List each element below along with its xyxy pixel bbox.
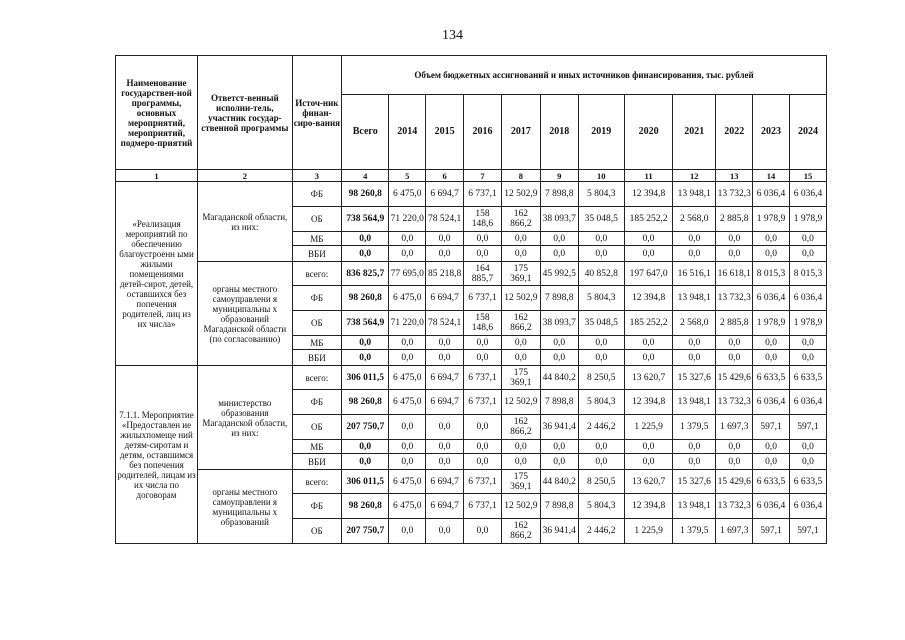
year-value-cell: 0,0	[426, 350, 464, 366]
year-value-cell: 6 737,1	[464, 470, 502, 494]
year-value-cell: 6 475,0	[389, 366, 426, 390]
year-header: 2020	[624, 95, 672, 170]
year-value-cell: 6 036,4	[753, 494, 790, 519]
year-header: 2014	[389, 95, 426, 170]
year-value-cell: 0,0	[540, 350, 578, 366]
year-value-cell: 13 948,1	[673, 286, 716, 311]
year-value-cell: 6 475,0	[389, 494, 426, 519]
year-value-cell: 597,1	[753, 415, 790, 440]
year-value-cell: 0,0	[426, 519, 464, 544]
year-value-cell: 40 852,8	[578, 262, 624, 286]
column-number-cell: 14	[753, 170, 790, 182]
year-value-cell: 0,0	[501, 246, 540, 262]
year-value-cell: 6 694,7	[426, 182, 464, 207]
year-value-cell: 0,0	[716, 440, 753, 454]
year-value-cell: 0,0	[789, 336, 826, 350]
total-value-cell: 98 260,8	[342, 182, 389, 207]
year-value-cell: 0,0	[578, 336, 624, 350]
year-value-cell: 5 804,3	[578, 494, 624, 519]
year-value-cell: 6 036,4	[753, 182, 790, 207]
year-value-cell: 36 941,4	[540, 415, 578, 440]
year-value-cell: 2 446,2	[578, 415, 624, 440]
source-cell: МБ	[292, 336, 341, 350]
table-row	[116, 262, 827, 286]
column-number-cell: 12	[673, 170, 716, 182]
year-value-cell: 6 036,4	[789, 286, 826, 311]
year-value-cell: 0,0	[501, 336, 540, 350]
year-value-cell: 71 220,0	[389, 311, 426, 336]
year-value-cell: 0,0	[464, 415, 502, 440]
year-value-cell: 12 394,8	[624, 182, 672, 207]
year-value-cell: 12 502,9	[501, 390, 540, 415]
source-cell: ФБ	[292, 494, 341, 519]
responsible-cell: министерство образования Магаданской области, из них:	[198, 366, 293, 470]
year-value-cell: 0,0	[753, 232, 790, 246]
year-value-cell: 12 502,9	[501, 286, 540, 311]
year-value-cell: 6 036,4	[789, 182, 826, 207]
year-value-cell: 44 840,2	[540, 366, 578, 390]
year-value-cell: 7 898,8	[540, 390, 578, 415]
column-number-cell: 8	[501, 170, 540, 182]
year-value-cell: 12 394,8	[624, 390, 672, 415]
year-value-cell: 1 978,9	[789, 207, 826, 232]
responsible-cell: органы местного самоуправлени я муниципальны х образований	[198, 470, 293, 544]
table-row	[116, 470, 827, 494]
year-value-cell: 175 369,1	[501, 366, 540, 390]
source-cell: ВБИ	[292, 246, 341, 262]
source-cell: всего:	[292, 262, 341, 286]
column-number-row	[116, 170, 827, 182]
year-value-cell: 13 948,1	[673, 390, 716, 415]
year-value-cell: 1 697,3	[716, 519, 753, 544]
year-value-cell: 1 379,5	[673, 519, 716, 544]
year-value-cell: 0,0	[673, 350, 716, 366]
year-value-cell: 13 620,7	[624, 470, 672, 494]
year-value-cell: 7 898,8	[540, 494, 578, 519]
year-value-cell: 0,0	[389, 246, 426, 262]
responsible-column-header: Ответст-венный исполни-тель, участник государ-ственной программы	[198, 56, 293, 170]
source-cell: ФБ	[292, 390, 341, 415]
year-value-cell: 85 218,8	[426, 262, 464, 286]
year-value-cell: 44 840,2	[540, 470, 578, 494]
year-value-cell: 0,0	[624, 246, 672, 262]
total-column-header: Всего	[342, 95, 389, 170]
year-value-cell: 15 327,6	[673, 366, 716, 390]
year-value-cell: 158 148,6	[464, 207, 502, 232]
year-value-cell: 162 866,2	[501, 311, 540, 336]
year-header: 2021	[673, 95, 716, 170]
year-value-cell: 12 394,8	[624, 494, 672, 519]
source-cell: ФБ	[292, 182, 341, 207]
year-value-cell: 185 252,2	[624, 207, 672, 232]
year-value-cell: 0,0	[540, 232, 578, 246]
year-value-cell: 45 992,5	[540, 262, 578, 286]
source-cell: ФБ	[292, 286, 341, 311]
source-cell: ВБИ	[292, 454, 341, 470]
year-value-cell: 12 394,8	[624, 286, 672, 311]
year-value-cell: 77 695,0	[389, 262, 426, 286]
year-value-cell: 0,0	[464, 519, 502, 544]
year-value-cell: 0,0	[789, 246, 826, 262]
year-value-cell: 0,0	[673, 246, 716, 262]
year-value-cell: 15 429,6	[716, 366, 753, 390]
total-value-cell: 738 564,9	[342, 207, 389, 232]
year-value-cell: 1 379,5	[673, 415, 716, 440]
year-value-cell: 13 732,3	[716, 182, 753, 207]
year-value-cell: 0,0	[753, 336, 790, 350]
total-value-cell: 0,0	[342, 336, 389, 350]
column-number-cell: 15	[789, 170, 826, 182]
year-value-cell: 197 647,0	[624, 262, 672, 286]
year-value-cell: 0,0	[578, 454, 624, 470]
year-value-cell: 8 250,5	[578, 366, 624, 390]
year-value-cell: 0,0	[426, 415, 464, 440]
year-value-cell: 158 148,6	[464, 311, 502, 336]
year-value-cell: 38 093,7	[540, 207, 578, 232]
year-value-cell: 0,0	[578, 440, 624, 454]
year-value-cell: 0,0	[578, 246, 624, 262]
year-value-cell: 0,0	[716, 232, 753, 246]
year-value-cell: 0,0	[673, 440, 716, 454]
total-value-cell: 306 011,5	[342, 470, 389, 494]
total-value-cell: 0,0	[342, 232, 389, 246]
page-number: 134	[442, 28, 463, 43]
year-value-cell: 0,0	[540, 454, 578, 470]
year-value-cell: 0,0	[464, 336, 502, 350]
total-value-cell: 738 564,9	[342, 311, 389, 336]
year-value-cell: 12 502,9	[501, 182, 540, 207]
year-value-cell: 0,0	[624, 454, 672, 470]
year-value-cell: 6 694,7	[426, 286, 464, 311]
year-value-cell: 6 036,4	[789, 494, 826, 519]
year-value-cell: 6 737,1	[464, 286, 502, 311]
year-value-cell: 13 948,1	[673, 182, 716, 207]
column-number-cell: 1	[116, 170, 198, 182]
volume-column-header: Объем бюджетных ассигнований и иных источников финансирования, тыс. рублей	[342, 56, 827, 95]
total-value-cell: 207 750,7	[342, 519, 389, 544]
year-value-cell: 0,0	[426, 454, 464, 470]
source-cell: всего:	[292, 470, 341, 494]
column-number-cell: 3	[292, 170, 341, 182]
year-value-cell: 2 885,8	[716, 311, 753, 336]
year-value-cell: 38 093,7	[540, 311, 578, 336]
year-value-cell: 0,0	[389, 415, 426, 440]
year-value-cell: 597,1	[753, 519, 790, 544]
column-number-cell: 2	[198, 170, 293, 182]
year-value-cell: 5 804,3	[578, 286, 624, 311]
year-value-cell: 597,1	[789, 415, 826, 440]
year-header: 2016	[464, 95, 502, 170]
year-value-cell: 36 941,4	[540, 519, 578, 544]
year-value-cell: 0,0	[464, 232, 502, 246]
column-number-cell: 11	[624, 170, 672, 182]
year-value-cell: 0,0	[426, 336, 464, 350]
source-cell: ОБ	[292, 207, 341, 232]
year-value-cell: 0,0	[753, 350, 790, 366]
column-number-cell: 6	[426, 170, 464, 182]
year-header: 2023	[753, 95, 790, 170]
year-value-cell: 1 978,9	[753, 311, 790, 336]
source-cell: всего:	[292, 366, 341, 390]
total-value-cell: 0,0	[342, 440, 389, 454]
year-value-cell: 0,0	[753, 440, 790, 454]
year-value-cell: 0,0	[501, 454, 540, 470]
total-value-cell: 0,0	[342, 454, 389, 470]
year-value-cell: 0,0	[789, 440, 826, 454]
year-value-cell: 6 737,1	[464, 366, 502, 390]
year-value-cell: 0,0	[578, 232, 624, 246]
year-value-cell: 8 250,5	[578, 470, 624, 494]
total-value-cell: 98 260,8	[342, 390, 389, 415]
total-value-cell: 836 825,7	[342, 262, 389, 286]
program-name-cell: 7.1.1. Мероприятие «Предоставлен ие жилыхпомеще ний детям-сиротам и детям, оставшимся без попечения родителей, лицам из их числа по договорам	[116, 366, 198, 544]
year-value-cell: 0,0	[540, 440, 578, 454]
responsible-cell: органы местного самоуправлени я муниципальны х образований Магаданской области (по согласованию)	[198, 262, 293, 366]
year-value-cell: 5 804,3	[578, 182, 624, 207]
year-value-cell: 185 252,2	[624, 311, 672, 336]
year-value-cell: 16 516,1	[673, 262, 716, 286]
year-value-cell: 0,0	[501, 232, 540, 246]
year-value-cell: 1 978,9	[753, 207, 790, 232]
year-value-cell: 6 694,7	[426, 390, 464, 415]
header-row	[116, 56, 827, 95]
source-cell: МБ	[292, 440, 341, 454]
year-value-cell: 6 737,1	[464, 182, 502, 207]
year-header: 2024	[789, 95, 826, 170]
total-value-cell: 0,0	[342, 350, 389, 366]
year-value-cell: 0,0	[716, 246, 753, 262]
source-column-header: Источ-ник финан-сиро-вания	[292, 56, 341, 170]
year-value-cell: 78 524,1	[426, 311, 464, 336]
year-value-cell: 0,0	[389, 454, 426, 470]
year-value-cell: 0,0	[753, 246, 790, 262]
year-value-cell: 15 327,6	[673, 470, 716, 494]
year-value-cell: 0,0	[624, 350, 672, 366]
year-value-cell: 1 225,9	[624, 519, 672, 544]
program-name-cell: «Реализация мероприятий по обеспечению благоустроенн ыми жилыми помещениями детей-сирот, детей, оставшихся без попечения родителей, лиц из их числа»	[116, 182, 198, 366]
year-value-cell: 7 898,8	[540, 182, 578, 207]
year-header: 2015	[426, 95, 464, 170]
year-value-cell: 8 015,3	[789, 262, 826, 286]
year-value-cell: 2 885,8	[716, 207, 753, 232]
year-value-cell: 0,0	[389, 232, 426, 246]
year-value-cell: 6 475,0	[389, 286, 426, 311]
year-value-cell: 6 694,7	[426, 494, 464, 519]
year-value-cell: 78 524,1	[426, 207, 464, 232]
year-value-cell: 0,0	[789, 454, 826, 470]
table-row	[116, 182, 827, 207]
year-value-cell: 1 978,9	[789, 311, 826, 336]
total-value-cell: 0,0	[342, 246, 389, 262]
year-value-cell: 0,0	[389, 440, 426, 454]
year-value-cell: 6 036,4	[753, 390, 790, 415]
year-value-cell: 164 885,7	[464, 262, 502, 286]
year-header: 2019	[578, 95, 624, 170]
source-cell: ОБ	[292, 519, 341, 544]
source-cell: ОБ	[292, 415, 341, 440]
year-value-cell: 6 694,7	[426, 366, 464, 390]
year-value-cell: 0,0	[624, 440, 672, 454]
year-value-cell: 0,0	[464, 440, 502, 454]
year-value-cell: 0,0	[789, 350, 826, 366]
year-value-cell: 1 697,3	[716, 415, 753, 440]
year-value-cell: 8 015,3	[753, 262, 790, 286]
budget-table	[115, 55, 827, 544]
year-value-cell: 6 475,0	[389, 470, 426, 494]
year-value-cell: 0,0	[426, 440, 464, 454]
source-cell: ВБИ	[292, 350, 341, 366]
year-value-cell: 35 048,5	[578, 207, 624, 232]
year-value-cell: 6 475,0	[389, 182, 426, 207]
column-number-cell: 13	[716, 170, 753, 182]
total-value-cell: 306 011,5	[342, 366, 389, 390]
year-value-cell: 0,0	[501, 350, 540, 366]
year-value-cell: 0,0	[716, 350, 753, 366]
year-value-cell: 0,0	[716, 336, 753, 350]
year-header: 2018	[540, 95, 578, 170]
year-value-cell: 16 618,1	[716, 262, 753, 286]
year-value-cell: 0,0	[426, 232, 464, 246]
year-value-cell: 0,0	[578, 350, 624, 366]
column-number-cell: 4	[342, 170, 389, 182]
year-value-cell: 13 948,1	[673, 494, 716, 519]
responsible-cell: Магаданской области, из них:	[198, 182, 293, 262]
year-value-cell: 6 633,5	[753, 470, 790, 494]
year-value-cell: 6 036,4	[753, 286, 790, 311]
year-value-cell: 13 732,3	[716, 390, 753, 415]
year-value-cell: 0,0	[389, 336, 426, 350]
source-cell: ОБ	[292, 311, 341, 336]
year-value-cell: 0,0	[789, 232, 826, 246]
year-value-cell: 175 369,1	[501, 262, 540, 286]
year-value-cell: 13 732,3	[716, 494, 753, 519]
year-value-cell: 0,0	[673, 232, 716, 246]
year-header: 2022	[716, 95, 753, 170]
year-value-cell: 0,0	[426, 246, 464, 262]
year-value-cell: 6 633,5	[753, 366, 790, 390]
year-value-cell: 2 446,2	[578, 519, 624, 544]
total-value-cell: 207 750,7	[342, 415, 389, 440]
year-value-cell: 2 568,0	[673, 207, 716, 232]
column-number-cell: 10	[578, 170, 624, 182]
year-value-cell: 15 429,6	[716, 470, 753, 494]
year-value-cell: 1 225,9	[624, 415, 672, 440]
year-value-cell: 0,0	[464, 246, 502, 262]
year-value-cell: 0,0	[624, 232, 672, 246]
total-value-cell: 98 260,8	[342, 494, 389, 519]
year-value-cell: 12 502,9	[501, 494, 540, 519]
year-value-cell: 0,0	[716, 454, 753, 470]
year-value-cell: 5 804,3	[578, 390, 624, 415]
column-number-cell: 9	[540, 170, 578, 182]
year-value-cell: 0,0	[389, 350, 426, 366]
year-value-cell: 0,0	[389, 519, 426, 544]
year-value-cell: 162 866,2	[501, 415, 540, 440]
column-number-cell: 7	[464, 170, 502, 182]
year-value-cell: 35 048,5	[578, 311, 624, 336]
year-value-cell: 6 475,0	[389, 390, 426, 415]
year-value-cell: 0,0	[464, 454, 502, 470]
year-value-cell: 597,1	[789, 519, 826, 544]
year-value-cell: 7 898,8	[540, 286, 578, 311]
year-value-cell: 162 866,2	[501, 207, 540, 232]
year-header: 2017	[501, 95, 540, 170]
year-value-cell: 162 866,2	[501, 519, 540, 544]
total-value-cell: 98 260,8	[342, 286, 389, 311]
year-value-cell: 6 633,5	[789, 366, 826, 390]
year-value-cell: 2 568,0	[673, 311, 716, 336]
year-value-cell: 0,0	[540, 336, 578, 350]
year-value-cell: 0,0	[464, 350, 502, 366]
year-value-cell: 13 620,7	[624, 366, 672, 390]
year-value-cell: 0,0	[501, 440, 540, 454]
year-value-cell: 6 737,1	[464, 494, 502, 519]
year-value-cell: 6 694,7	[426, 470, 464, 494]
year-value-cell: 0,0	[624, 336, 672, 350]
year-value-cell: 6 633,5	[789, 470, 826, 494]
year-value-cell: 0,0	[673, 454, 716, 470]
year-value-cell: 0,0	[540, 246, 578, 262]
table-row	[116, 366, 827, 390]
source-cell: МБ	[292, 232, 341, 246]
program-column-header: Наименование государствен-ной программы, основных мероприятий, мероприятий, подмеро-приятий	[116, 56, 198, 170]
year-value-cell: 0,0	[673, 336, 716, 350]
year-value-cell: 13 732,3	[716, 286, 753, 311]
year-value-cell: 71 220,0	[389, 207, 426, 232]
year-value-cell: 6 036,4	[789, 390, 826, 415]
year-value-cell: 6 737,1	[464, 390, 502, 415]
table-body	[116, 182, 827, 544]
column-number-cell: 5	[389, 170, 426, 182]
year-value-cell: 175 369,1	[501, 470, 540, 494]
year-value-cell: 0,0	[753, 454, 790, 470]
